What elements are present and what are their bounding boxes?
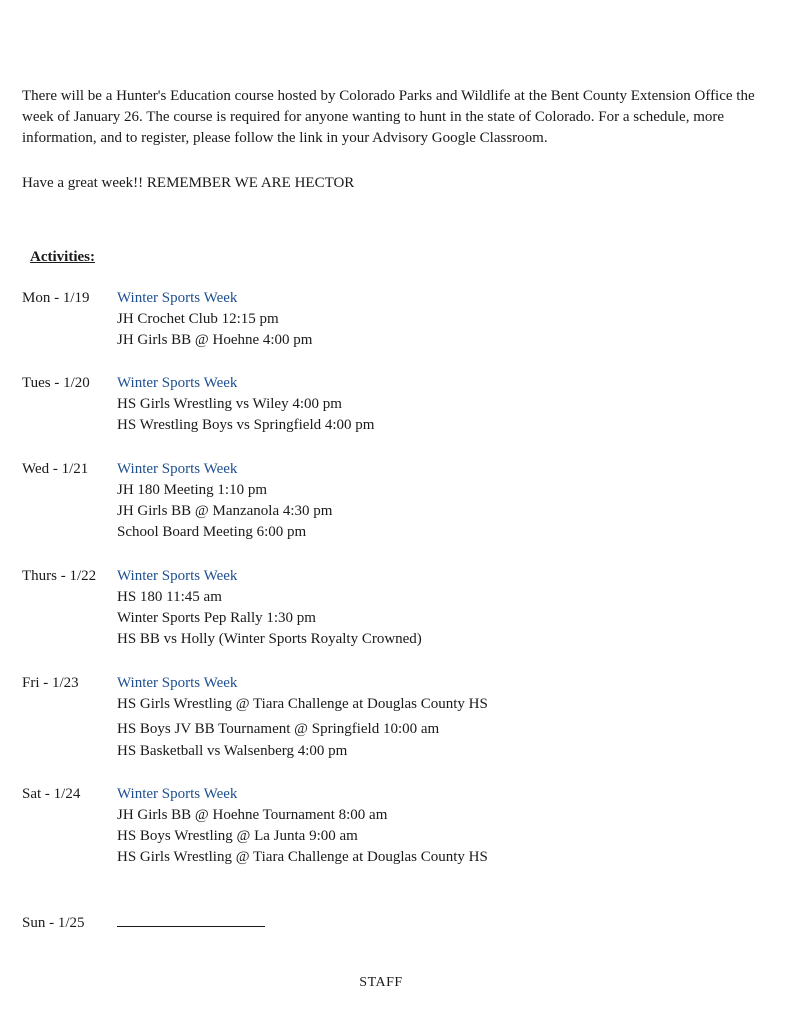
day-label: Wed - 1/21 [22, 461, 89, 477]
day-label: Fri - 1/23 [22, 675, 79, 691]
day-events [117, 913, 265, 932]
event-item: HS Wrestling Boys vs Springfield 4:00 pm [117, 417, 375, 433]
theme-week: Winter Sports Week [117, 568, 238, 584]
blank-line [117, 913, 265, 927]
day-label: Sun - 1/25 [22, 915, 85, 931]
event-item: HS Girls Wrestling @ Tiara Challenge at Douglas County HS [117, 696, 488, 712]
event-item: HS Girls Wrestling vs Wiley 4:00 pm [117, 396, 342, 412]
event-item: HS BB vs Holly (Winter Sports Royalty Crowned) [117, 631, 422, 647]
day-label: Thurs - 1/22 [22, 568, 97, 584]
day-label: Sat - 1/24 [22, 786, 81, 802]
event-item: JH Girls BB @ Hoehne 4:00 pm [117, 332, 313, 348]
event-item: JH Girls BB @ Hoehne Tournament 8:00 am [117, 807, 388, 823]
day-events [117, 373, 374, 436]
day-label: Tues - 1/20 [22, 375, 90, 391]
event-item: HS 180 11:45 am [117, 589, 222, 605]
event-item: School Board Meeting 6:00 pm [117, 524, 307, 540]
day-events [117, 566, 422, 650]
event-item: JH 180 Meeting 1:10 pm [117, 482, 267, 498]
theme-week: Winter Sports Week [117, 290, 238, 306]
announcement-paragraph: There will be a Hunter's Education course hosted by Colorado Parks and Wildlife at the Bent County Extension Office the week of January 26. The course is required for anyone wanting to hunt in the state of Colorado. For a schedule, more information, and to register, please follow the link in your Advisory Google Classroom. [22, 88, 755, 146]
theme-week: Winter Sports Week [117, 375, 238, 391]
day-events [117, 288, 312, 351]
event-item: JH Crochet Club 12:15 pm [117, 311, 279, 327]
activities-heading: Activities: [30, 249, 95, 265]
theme-week: Winter Sports Week [117, 461, 238, 477]
event-item: JH Girls BB @ Manzanola 4:30 pm [117, 503, 333, 519]
day-events [117, 459, 332, 543]
theme-week: Winter Sports Week [117, 675, 238, 691]
event-item: HS Boys Wrestling @ La Junta 9:00 am [117, 828, 358, 844]
event-item: HS Boys JV BB Tournament @ Springfield 10:00 am [117, 721, 440, 737]
event-item: HS Girls Wrestling @ Tiara Challenge at Douglas County HS [117, 849, 488, 865]
event-item: Winter Sports Pep Rally 1:30 pm [117, 610, 316, 626]
day-label: Mon - 1/19 [22, 290, 90, 306]
event-item: HS Basketball vs Walsenberg 4:00 pm [117, 743, 348, 759]
closing-message: Have a great week!! REMEMBER WE ARE HECTOR [22, 175, 355, 191]
staff-signature: STAFF [359, 975, 403, 990]
day-events [117, 673, 488, 762]
day-events [117, 784, 488, 868]
theme-week: Winter Sports Week [117, 786, 238, 802]
